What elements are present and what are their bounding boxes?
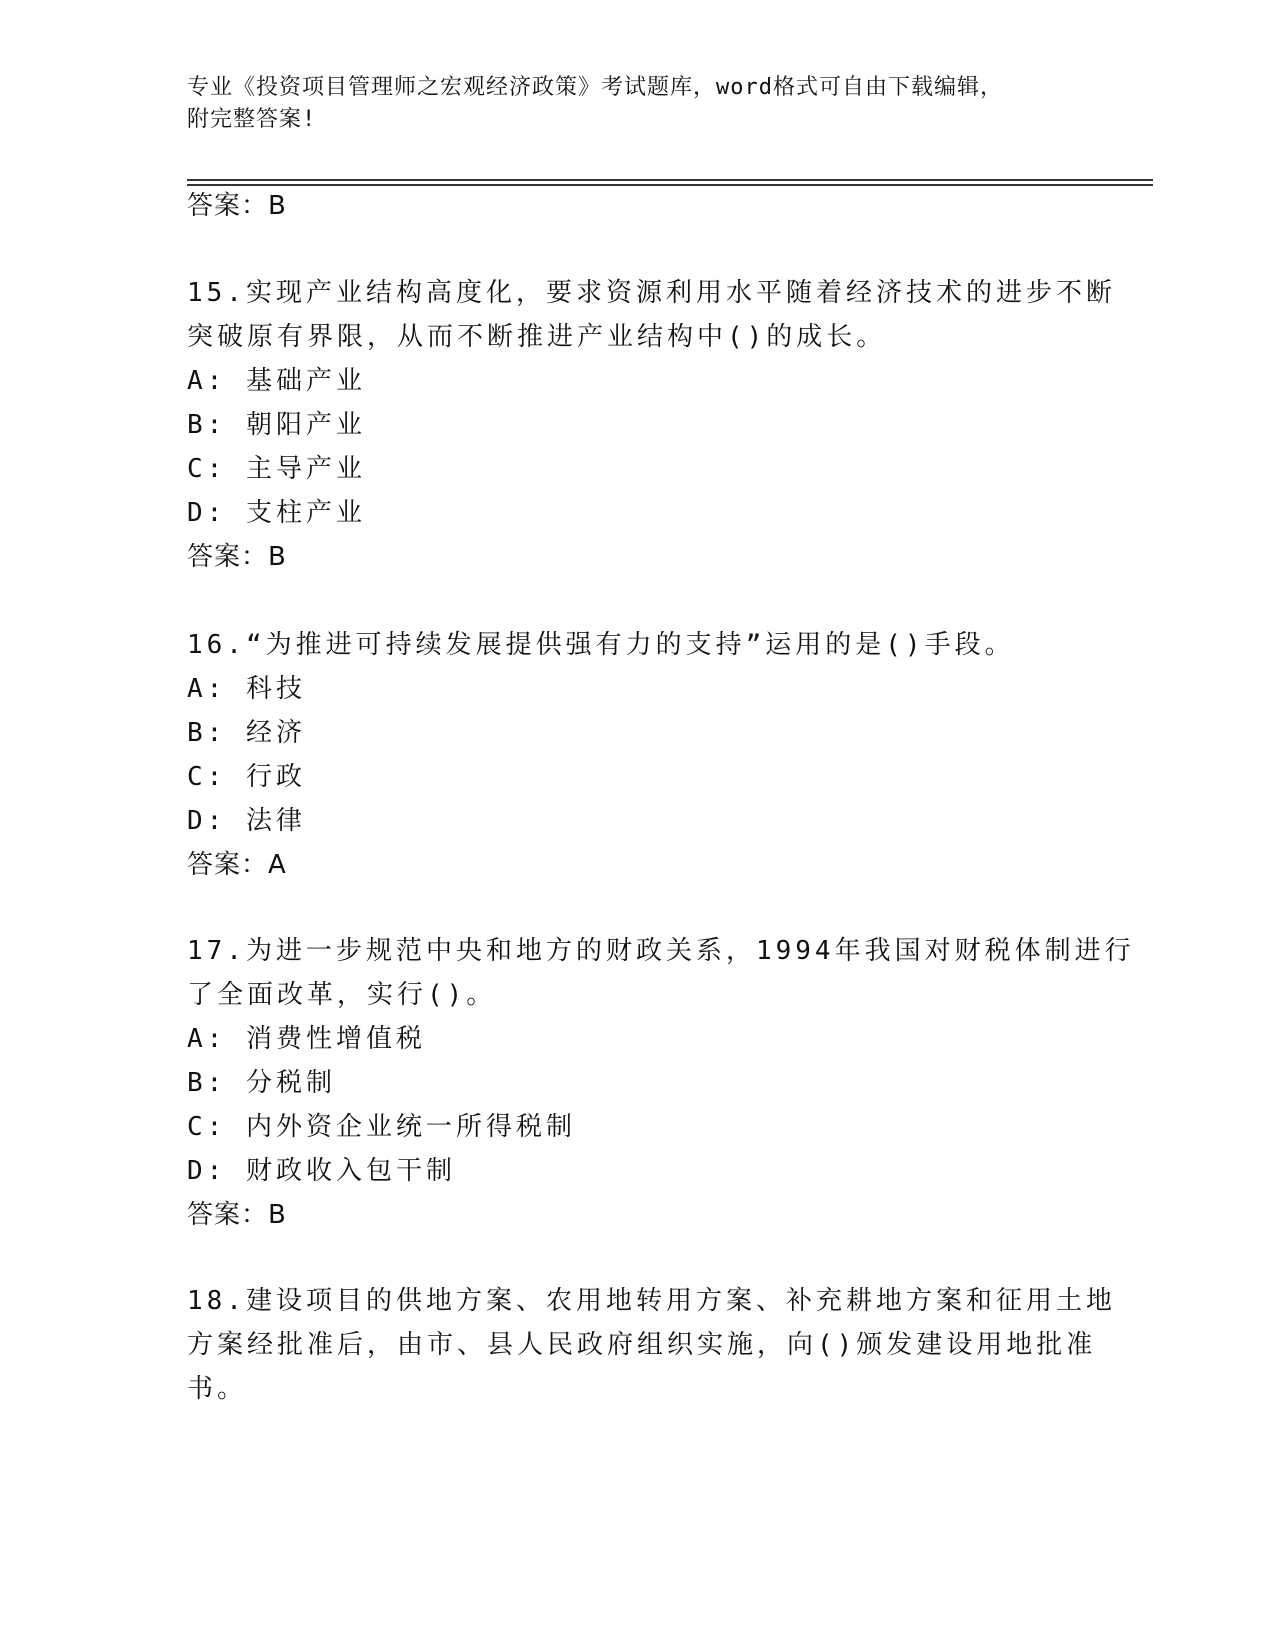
option-c: C: 主导产业 bbox=[187, 454, 366, 484]
option-b: B: 分税制 bbox=[187, 1068, 336, 1098]
option-b: B: 朝阳产业 bbox=[187, 410, 366, 440]
option-d: D: 财政收入包干制 bbox=[187, 1156, 456, 1186]
answer: 答案：B bbox=[187, 542, 287, 572]
previous-answer: 答案：B bbox=[187, 191, 287, 221]
header-line-1: 专业《投资项目管理师之宏观经济政策》考试题库，word格式可自由下载编辑， bbox=[187, 75, 1003, 100]
answer: 答案：A bbox=[187, 850, 287, 880]
option-a: A: 基础产业 bbox=[187, 366, 366, 396]
document-header bbox=[187, 72, 1087, 136]
question-stem-line: 16.“为推进可持续发展提供强有力的支持”运用的是()手段。 bbox=[187, 630, 1015, 660]
question-stem-line: 17.为进一步规范中央和地方的财政关系，1994年我国对财税体制进行 bbox=[187, 936, 1135, 966]
option-c: C: 内外资企业统一所得税制 bbox=[187, 1112, 576, 1142]
option-d: D: 支柱产业 bbox=[187, 498, 366, 528]
option-d: D: 法律 bbox=[187, 806, 306, 836]
header-rule-top bbox=[187, 179, 1153, 181]
option-a: A: 消费性增值税 bbox=[187, 1024, 426, 1054]
header-line-2: 附完整答案! bbox=[187, 107, 317, 132]
question-stem-line: 了全面改革，实行()。 bbox=[187, 980, 497, 1010]
question-stem-line: 15.实现产业结构高度化，要求资源利用水平随着经济技术的进步不断 bbox=[187, 278, 1116, 308]
question-stem-line: 突破原有界限，从而不断推进产业结构中()的成长。 bbox=[187, 322, 887, 352]
answer: 答案：B bbox=[187, 1200, 287, 1230]
option-a: A: 科技 bbox=[187, 674, 306, 704]
header-rule-bottom bbox=[187, 184, 1153, 186]
option-c: C: 行政 bbox=[187, 762, 306, 792]
question-stem-line: 18.建设项目的供地方案、农用地转用方案、补充耕地方案和征用土地 bbox=[187, 1286, 1116, 1316]
question-stem-line: 书。 bbox=[187, 1374, 248, 1404]
question-stem-line: 方案经批准后，由市、县人民政府组织实施，向()颁发建设用地批准 bbox=[187, 1330, 1097, 1360]
option-b: B: 经济 bbox=[187, 718, 306, 748]
